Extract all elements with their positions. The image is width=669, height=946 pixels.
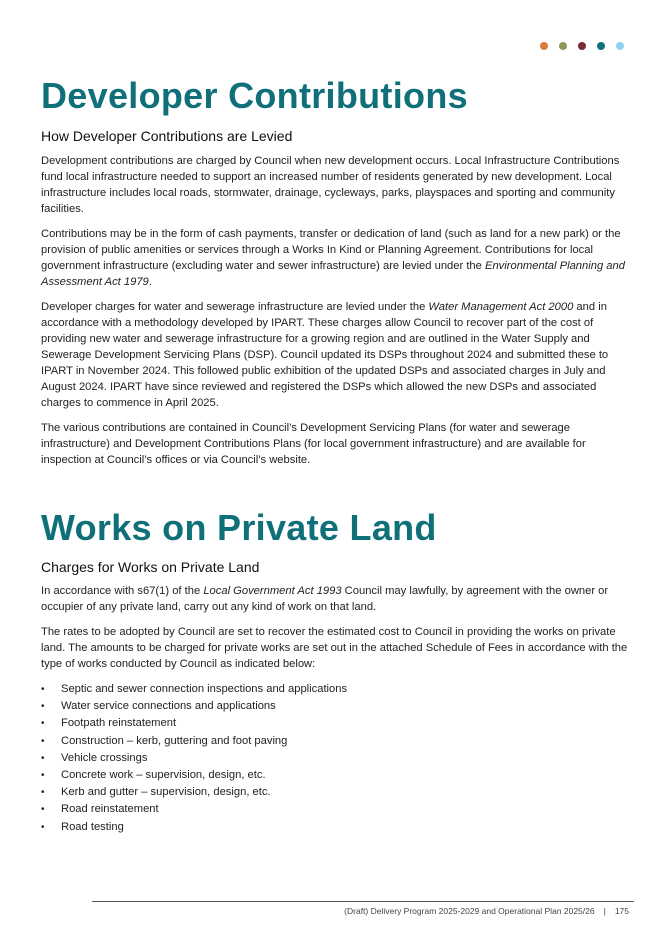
section-works-on-private-land: [41, 508, 631, 836]
paragraph: Development contributions are charged by Council when new development occurs. Local Infrastructure Contributions fund local infrastructure needed to support an increased number of residents generated by new development. Local infrastructure includes local roads, stormwater, drainage, cycleways, parks, playspaces and sporting and community facilities.: [41, 155, 620, 215]
list-item: • Road testing: [41, 819, 631, 836]
paragraph: Developer charges for water and sewerage infrastructure are levied under the Water Management Act 2000 and in accordance with a methodology developed by IPART. These charges allow Council to recover part of the cost of providing new water and sewerage infrastructure for a growing region and are outlined in the Water Supply and Sewerage Development Servicing Plans (DSP). Council updated its DSPs throughout 2024 and submitted these to IPART in November 2024. This followed public exhibition of the updated DSPs and associated charges in July and August 2024. IPART have since reviewed and registered the DSPs which allowed the new DSPs and associated charges to commence in April 2025.: [41, 301, 609, 409]
bullet-icon: •: [41, 752, 45, 764]
list-item: • Construction – kerb, guttering and foot paving: [41, 733, 631, 750]
list-item: • Footpath reinstatement: [41, 715, 631, 732]
list-item: • Vehicle crossings: [41, 750, 631, 767]
section-developer-contributions: [41, 76, 631, 477]
list-item: • Road reinstatement: [41, 801, 631, 818]
bullet-icon: •: [41, 821, 45, 833]
bullet-icon: •: [41, 701, 45, 713]
bullet-icon: •: [41, 787, 45, 799]
section-subtitle: Charges for Works on Private Land: [41, 559, 260, 575]
dot-maroon: [578, 42, 586, 50]
bullet-icon: •: [41, 804, 45, 816]
works-list: [41, 681, 631, 836]
section-title: Works on Private Land: [41, 507, 437, 548]
paragraph: Contributions may be in the form of cash payments, transfer or dedication of land (such as land for a new park) or the provision of public amenities or services through a Works In Kind or Planning Agreement. Contributions for local government infrastructure (excluding water and sewer infrastructure) are levied under the Environmental Planning and Assessment Act 1979.: [41, 228, 625, 288]
dot-orange: [540, 42, 548, 50]
footer-document-title: (Draft) Delivery Program 2025-2029 and Operational Plan 2025/26: [344, 906, 595, 916]
paragraph: In accordance with s67(1) of the Local Government Act 1993 Council may lawfully, by agreement with the owner or occupier of any private land, carry out any kind of work on that land.: [41, 585, 609, 613]
dot-light-blue: [616, 42, 624, 50]
footer-separator: |: [603, 906, 606, 916]
bullet-icon: •: [41, 684, 45, 695]
list-item: • Kerb and gutter – supervision, design, etc.: [41, 784, 631, 801]
footer-divider: [92, 901, 634, 902]
list-item: • Septic and sewer connection inspections and applications: [41, 681, 631, 698]
dot-olive: [559, 42, 567, 50]
paragraph: The rates to be adopted by Council are set to recover the estimated cost to Council in providing the works on private land. The amounts to be charged for private works are set out in the attached Schedule of Fees in accordance with the type of works conducted by Council as indicated below:: [41, 626, 628, 670]
list-item: • Concrete work – supervision, design, etc.: [41, 767, 631, 784]
bullet-icon: •: [41, 718, 45, 730]
page-footer: [344, 906, 629, 916]
section-subtitle: How Developer Contributions are Levied: [41, 128, 293, 144]
paragraph: The various contributions are contained in Council’s Development Servicing Plans (for water and sewerage infrastructure) and Development Contributions Plans (for local government infrastructure) and are available for inspection at Council’s offices or via Council’s website.: [41, 422, 586, 466]
list-item: • Water service connections and applications: [41, 698, 631, 715]
dot-teal: [597, 42, 605, 50]
section-title: Developer Contributions: [41, 75, 468, 116]
bullet-icon: •: [41, 770, 45, 782]
page-number: 175: [614, 906, 629, 916]
bullet-icon: •: [41, 735, 45, 747]
decorative-dots: [540, 42, 624, 50]
